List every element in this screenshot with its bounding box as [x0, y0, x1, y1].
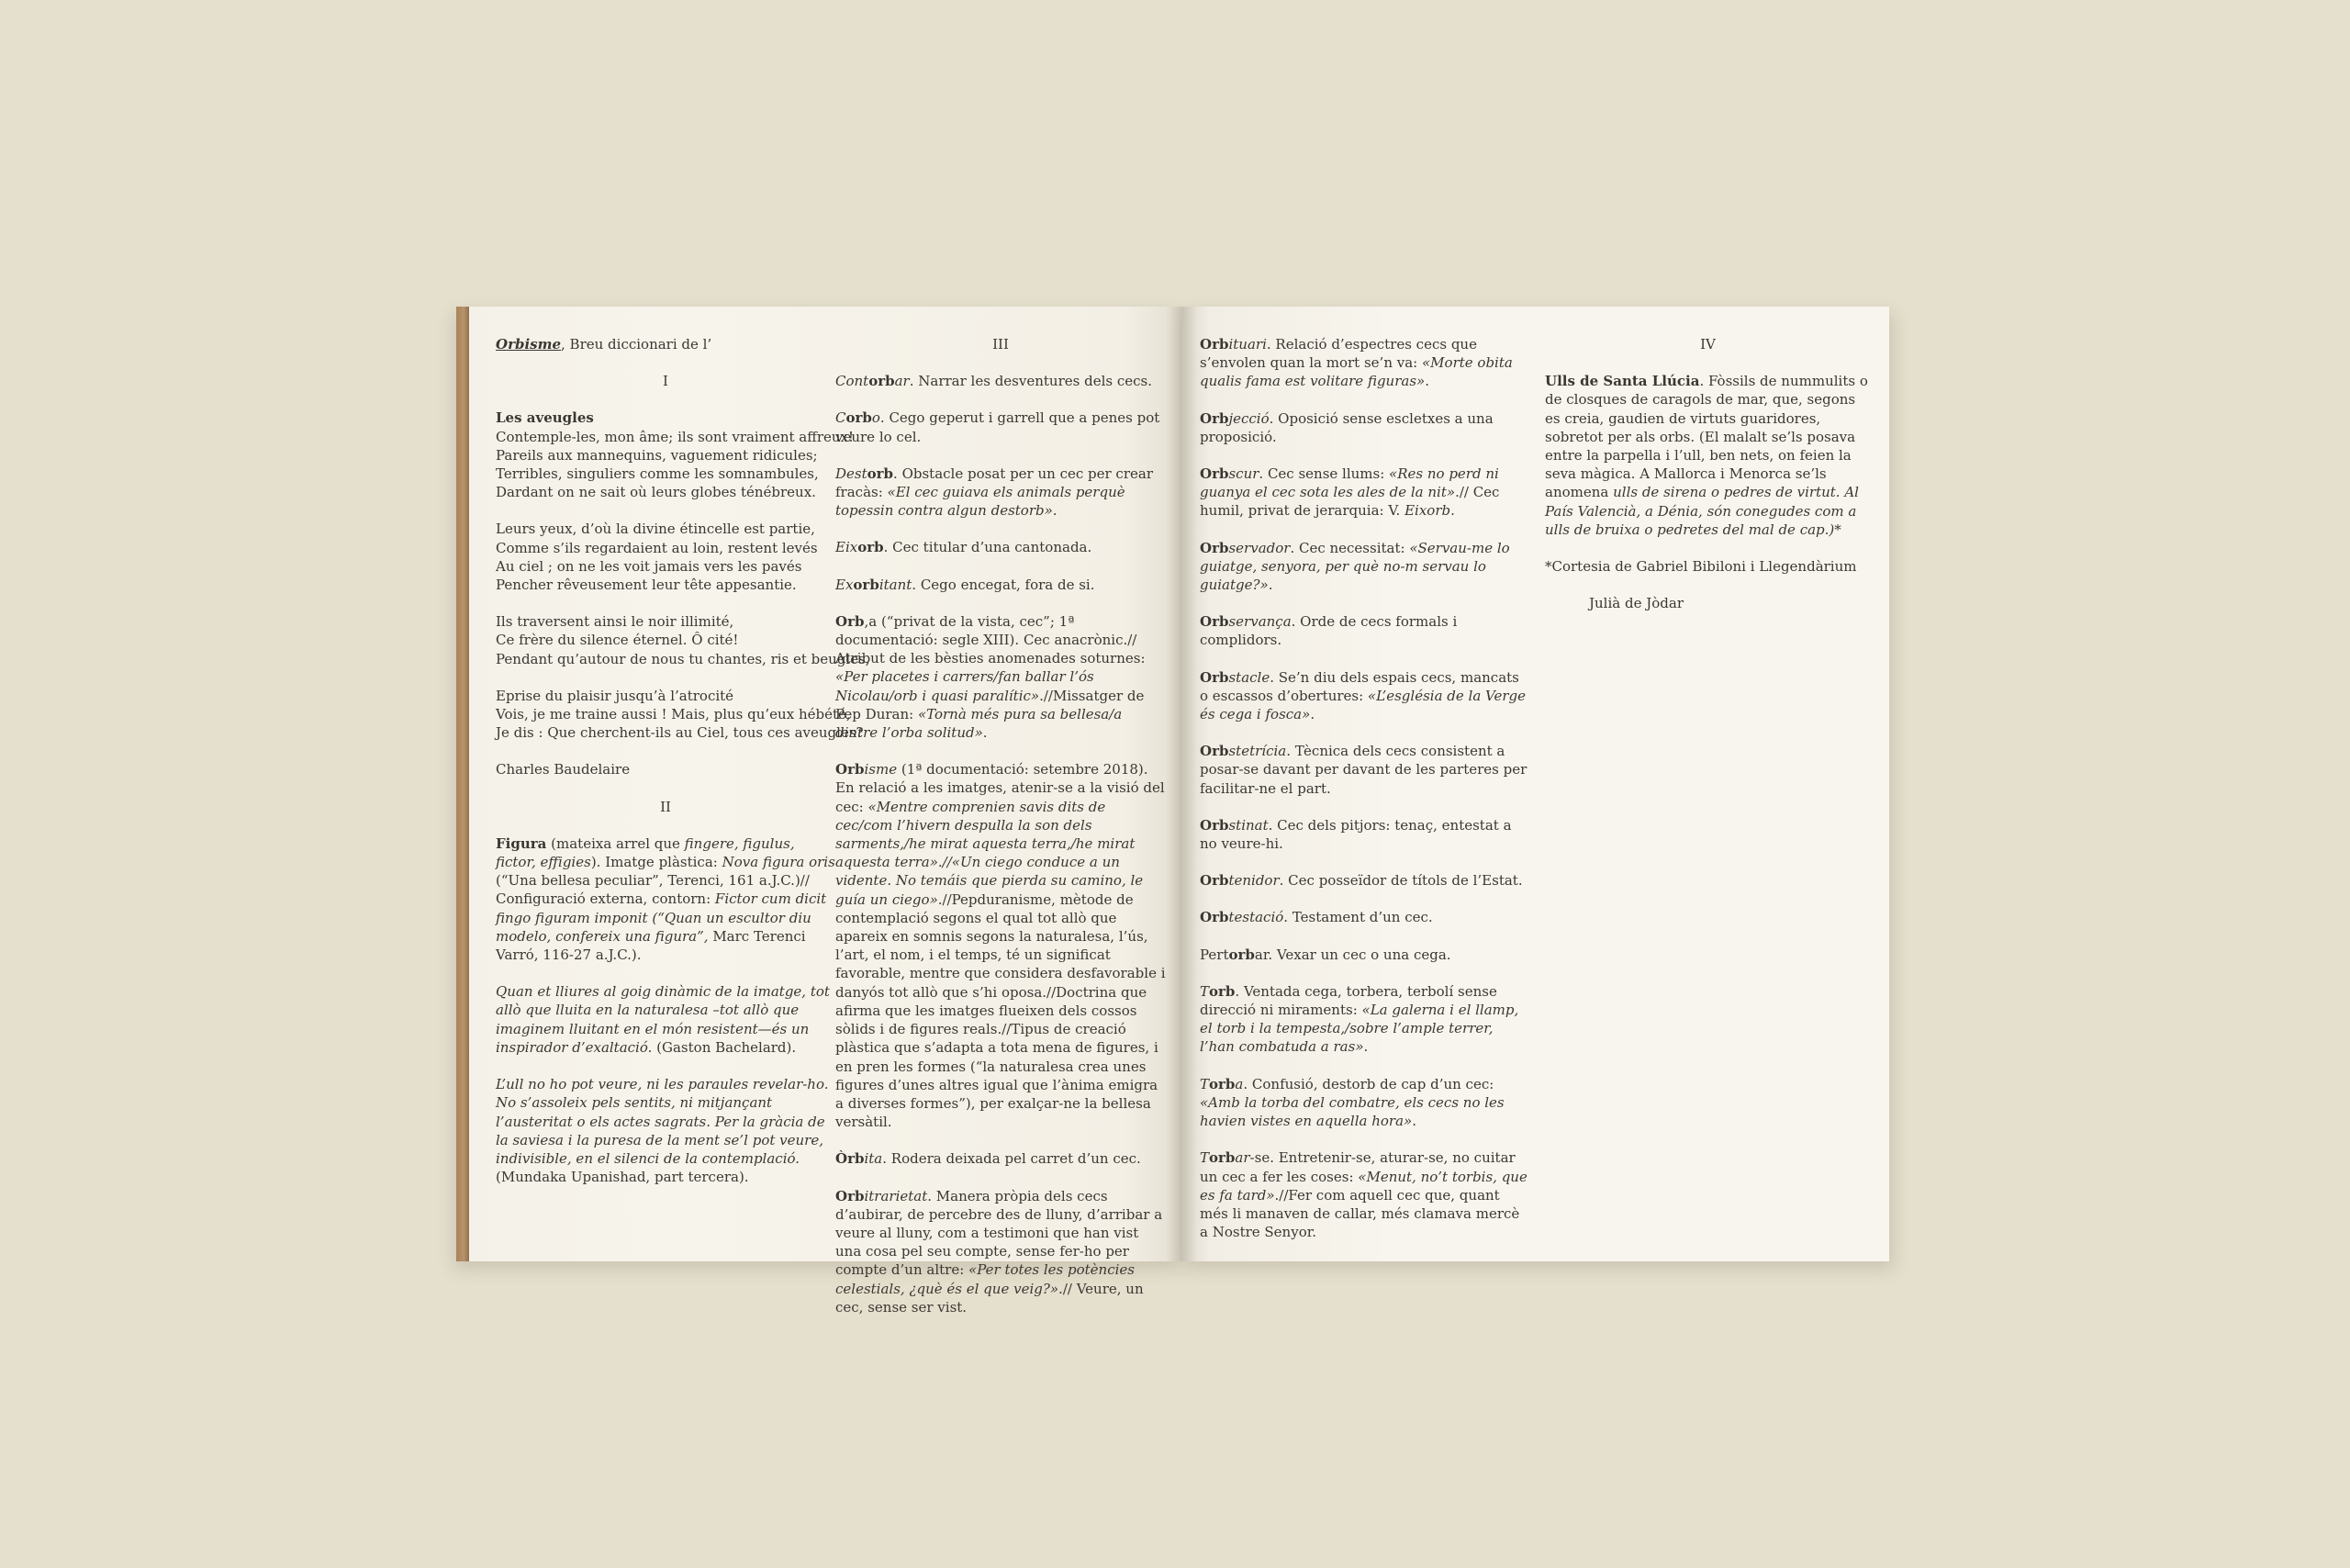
poem-line: Vois, je me traine aussi ! Mais, plus qu’eux hébété,: [496, 706, 851, 723]
word-part: Cont: [835, 373, 869, 390]
definition: -se. Entretenir-se, aturar-se, no cuitar un cec a fer les coses:: [1200, 1149, 1516, 1185]
poem-line: Pareils aux mannequins, vaguement ridicules;: [496, 446, 818, 464]
word-part: Eix: [835, 539, 858, 556]
word-part: isme: [864, 761, 898, 778]
headword: orb: [1209, 1149, 1236, 1167]
entry-contorbar: [835, 372, 1166, 390]
running-head: [496, 335, 835, 353]
entry-orbstacle: [1200, 668, 1530, 724]
section-number-1: I: [663, 373, 668, 390]
quote: ulls de sirena o pedres de virtut. Al País Valencià, a Dénia, són conegudes com a ulls de bruixa o pedretes del mal de cap.): [1545, 484, 1859, 538]
poem-line: Comme s’ils regardaient au loin, restent levés: [496, 539, 818, 556]
word-part: ar: [1235, 1149, 1250, 1167]
entry-corbo: [835, 409, 1166, 445]
word-part: a: [1235, 1075, 1244, 1092]
definition: . Fòssils de nummulits o de closques de caragols de mar, que, segons es creia, gaudien de virtuts guaridores, sobretot per als orbs. (El malalt se’ls posava entre la parpella i l’ull, ben nets, on feien la seva màgica. A Mallorca i Menorca se’ls anomena: [1545, 373, 1868, 501]
definition: .//Missatger de Pep Duran:: [835, 687, 1145, 722]
definition: . Cec sense llums:: [1259, 465, 1390, 483]
definition: //Pepduranisme, mètode de contemplació segons el qual tot allò que apareix en somnis segons la naturalesa, l’ús, l’art, el nom, i el temps, té un significat favorable, mentre que considera desfavorable i danyós tot allò que s’hi oposa.//Doctrina que afirma que les imatges flueixen dels cossos sòlids i de figures reals.//Tipus de creació plàstica que s’adapta a tota mena de figures, i en pren les formes (“la naturalesa crea unes figures d’unes altres igual que l’ànima emigra a diverses formes”), per exalçar-ne la bellesa versàtil.: [835, 890, 1166, 1131]
word-part: ita: [864, 1150, 883, 1168]
definition: // Veure, un cec, sense ser vist.: [835, 1280, 1144, 1316]
poem-line: Ce frère du silence éternel. Ô cité!: [496, 632, 739, 649]
headword: Òrb: [835, 1150, 865, 1168]
word-part: servança: [1228, 613, 1292, 631]
definition: .: [1412, 1113, 1416, 1130]
headword: Orb: [835, 612, 865, 630]
definition: .: [1310, 706, 1315, 723]
entry-pertorbar: [1200, 946, 1530, 964]
definition: .: [1268, 577, 1273, 594]
poem-line: Dardant on ne sait où leurs globes ténébreux.: [496, 484, 816, 501]
definition: .: [982, 724, 988, 742]
quote-upanishad: [496, 1075, 835, 1186]
headword: orb: [868, 373, 895, 390]
poem-line: Eprise du plaisir jusqu’à l’atrocité: [496, 687, 734, 704]
entry-orbstetricia: [1200, 742, 1530, 798]
entry-torb: [1200, 982, 1530, 1057]
entry-orbscur: [1200, 465, 1530, 521]
definition: . Cec dels pitjors: tenaç, entestat a no veure-hi.: [1200, 816, 1512, 853]
word-part: T: [1200, 1075, 1210, 1092]
headword: Orb: [1200, 465, 1229, 483]
poem-stanza-4: [496, 687, 864, 743]
entry-orbituari: [1200, 335, 1530, 391]
definition: . Narrar les desventures dels cecs.: [909, 373, 1152, 390]
headword: Orb: [1200, 872, 1229, 890]
entry-exorbitant: [835, 576, 1166, 594]
word-part: Dest: [835, 465, 867, 482]
definition: . Testament d’un cec.: [1283, 909, 1433, 926]
definition: .: [1363, 1038, 1369, 1056]
entry-orbitrarietat: [835, 1187, 1166, 1316]
headword: orb: [1228, 946, 1255, 963]
headword: Orb: [1200, 336, 1229, 353]
poem-stanza-2: [496, 520, 835, 594]
definition: . Relació d’espectres cecs que s’envolen quan la mort se’n va:: [1200, 336, 1477, 372]
definition: . Ventada cega, torbera, terbolí sense direcció ni miraments:: [1200, 982, 1497, 1019]
word-part: ar: [894, 373, 910, 390]
definition: .: [1425, 373, 1429, 390]
definition: . Obstacle posat per un cec per crear fracàs:: [835, 465, 1153, 501]
quote: «L’església de la Verge és cega i fosca»: [1200, 687, 1527, 723]
word-part: ar: [1254, 946, 1269, 963]
headword: orb: [857, 539, 884, 556]
headword: orb: [853, 576, 879, 593]
poem-title: Les aveugles: [496, 409, 594, 427]
word-part: itrarietat: [864, 1187, 928, 1204]
definition: . Manera pròpia dels cecs d’aubirar, de percebre des de lluny, d’arribar a veure al lluny, com a testimoni que han vist una cosa pel seu compte, sense fer-ho per compte d’un altre:: [835, 1187, 1163, 1279]
word-part: servador: [1228, 539, 1291, 556]
headword: orb: [1209, 982, 1236, 1000]
word-part: itant: [878, 576, 912, 593]
quote-text: Quan et lliures al goig dinàmic de la imatge, tot allò que lluita en la naturalesa –tot allò que imaginem lluitant en el món resistent—és un inspirador d’exaltació.: [496, 983, 830, 1056]
headword: Orb: [1200, 539, 1229, 556]
word-part: jecció: [1228, 409, 1270, 427]
entry-text: (“Una bellesa peculiar”, Terenci, 161 a.J.C.)// Configuració externa, contorn:: [496, 872, 810, 908]
definition: . Rodera deixada pel carret d’un cec.: [882, 1150, 1141, 1168]
entry-destorb: [835, 465, 1166, 521]
poem-line: Terribles, singuliers comme les somnambules,: [496, 465, 819, 483]
entry-torba: [1200, 1075, 1530, 1131]
section-number-2: II: [660, 798, 671, 815]
cross-reference: Eixorb: [1404, 502, 1451, 520]
quote: «Morte obita qualis fama est volitare figuras»: [1200, 354, 1513, 390]
definition: . Cec necessitat:: [1290, 539, 1410, 556]
headword: orb: [1209, 1075, 1236, 1092]
headword: Ulls de Santa Llúcia: [1545, 373, 1700, 390]
definition: .: [1450, 502, 1455, 520]
headword: Orb: [1200, 909, 1229, 926]
section-number-4: IV: [1700, 336, 1716, 353]
word-part: Ex: [835, 576, 854, 593]
poem-author: Charles Baudelaire: [496, 761, 631, 778]
running-head-rest: , Breu diccionari de l’: [561, 336, 712, 353]
running-head-title: Orbisme: [496, 336, 562, 353]
quote-text: L’ull no ho pot veure, ni les paraules revelar-ho. No s’assoleix pels sentits, ni mitjançant l’austeritat o els actes sagrats. Per la gràcia de la saviesa i la puresa de la ment se’l pot veure, indivisible, en el silenci de la contemplació.: [496, 1076, 829, 1167]
headword: Orb: [1200, 409, 1229, 427]
poem-line: Pencher rêveusement leur tête appesantie.: [496, 577, 797, 594]
word-part: tenidor: [1228, 872, 1280, 890]
definition: . Cec titular d’una cantonada.: [883, 539, 1092, 556]
entry-torbar-se: [1200, 1148, 1530, 1241]
quote: «Tornà més pura sa bellesa/a dintre l’orba solitud»: [835, 705, 1123, 742]
headword: orb: [845, 409, 872, 427]
definition: . Cec posseïdor de títols de l’Estat.: [1279, 872, 1523, 890]
entry-italic: Nova figura oris: [722, 854, 835, 871]
entry-orbisme: [835, 760, 1166, 1131]
word-part: scur: [1228, 465, 1259, 483]
entry-italic: Fictor cum dicit fingo figuram imponit (“Quan un escultor diu modelo, confereix una figura”,: [496, 890, 827, 945]
entry-orbtenidor: [1200, 871, 1530, 890]
definition: .// Cec humil, privat de jerarquia: V.: [1200, 484, 1500, 520]
quote: «Per placetes i carrers/fan ballar l’ós Nicolau/orb i quasi paralític»: [835, 668, 1094, 704]
poem-line: Je dis : Que cherchent-ils au Ciel, tous ces aveugles?: [496, 724, 864, 742]
definition: . Se’n diu dels espais cecs, mancats o escassos d’obertures:: [1200, 668, 1519, 704]
entry-eixorb: [835, 538, 1166, 556]
headword: orb: [867, 465, 894, 482]
column-4: [1545, 335, 1871, 631]
author-signature: Julià de Jòdar: [1589, 595, 1684, 612]
entry-orbjeccio: [1200, 409, 1530, 446]
definition: (1ª documentació: setembre 2018). En relació a les imatges, atenir-se a la visió del cec:: [835, 761, 1165, 815]
entry-orbservanca: [1200, 612, 1530, 649]
quote: «El cec guiava els animals perquè topessin contra algun destorb»: [835, 484, 1125, 520]
definition: .//Fer com aquell cec que, quant més li manaven de callar, més clamava mercè a Nostre Senyor.: [1200, 1186, 1520, 1241]
word-part: C: [835, 409, 846, 427]
definition: .: [1052, 502, 1058, 520]
footnote-mark: *: [1834, 521, 1841, 538]
section-number-3: III: [992, 336, 1009, 353]
poem-line: Au ciel ; on ne les voit jamais vers les pavés: [496, 557, 802, 575]
kraft-cover-edge: [456, 307, 469, 1261]
entry-orbstinat: [1200, 816, 1530, 853]
column-2: [835, 335, 1166, 1335]
definition: . Cego encegat, fora de si.: [912, 576, 1095, 593]
entry-text: (mateixa arrel que: [546, 834, 685, 852]
word-part: ituari: [1228, 336, 1267, 353]
definition: . Confusió, destorb de cap d’un cec:: [1243, 1075, 1494, 1092]
binding-gutter: [1166, 307, 1197, 1261]
entry-figura: [496, 834, 835, 964]
headword: Orb: [1200, 613, 1229, 631]
quote: «La galerna i el llamp, el torb i la tempesta,/sobre l’ample terrer, l’han combatuda a ras»: [1200, 1002, 1519, 1056]
definition: . Oposició sense escletxes a una proposició.: [1200, 409, 1494, 445]
quote-source: (Gaston Bachelard).: [652, 1038, 797, 1056]
definition: . Orde de cecs formals i complidors.: [1200, 613, 1458, 649]
entry-text: ). Imatge plàstica:: [590, 854, 722, 871]
poem-line: Contemple-les, mon âme; ils sont vraiment affreux!: [496, 428, 855, 445]
column-3: [1200, 335, 1530, 1260]
definition: ,a (“privat de la vista, cec”; 1ª documentació: segle XIII). Cec anacrònic.// Atribut de les bèsties anomenades soturnes:: [835, 612, 1146, 667]
entry-italic: fingere, figulus, fictor, effigies: [496, 834, 795, 871]
courtesy-note: *Cortesia de Gabriel Bibiloni i Llegendàrium: [1545, 558, 1857, 576]
quote-source: (Mundaka Upanishad, part tercera).: [496, 1169, 749, 1186]
headword: Orb: [835, 761, 865, 778]
headword: Figura: [496, 834, 547, 852]
quote: «Amb la torba del combatre, els cecs no les havien vistes en aquella hora»: [1200, 1093, 1505, 1130]
word-part: stacle: [1228, 668, 1270, 686]
poem-line: Leurs yeux, d’où la divine étincelle est partie,: [496, 521, 815, 538]
headword: Orb: [1200, 668, 1229, 686]
headword: Orb: [1200, 816, 1229, 834]
word-part: stinat: [1228, 816, 1269, 834]
word-part: T: [1200, 982, 1210, 1000]
word-part: T: [1200, 1149, 1210, 1167]
poem-line: Pendant qu’autour de nous tu chantes, ris et beugles,: [496, 650, 870, 667]
entry-orbtestacio: [1200, 908, 1530, 926]
headword: Orb: [835, 1187, 865, 1204]
definition: . Vexar un cec o una cega.: [1268, 946, 1451, 963]
quote: «Menut, no’t torbis, que es fa tard»: [1200, 1168, 1528, 1204]
entry-text: Marc Terenci Varró, 116-27 a.J.C.).: [496, 927, 806, 964]
entry-orbservador: [1200, 539, 1530, 595]
definition: . Tècnica dels cecs consistent a posar-se davant per davant de les parteres per facilitar-ne el part.: [1200, 743, 1528, 797]
quote: «Res no perd ni guanya el cec sota les ales de la nit»: [1200, 465, 1499, 501]
entry-orba: [835, 612, 1166, 742]
entry-orbita: [835, 1149, 1166, 1168]
quote: «Mentre comprenien savis dits de cec/com l’hivern despulla la son dels sarments,/he mirat aquesta terra,/he mirat aquesta terra».//«Un ciego conduce a un vidente. No temáis que pierda su camino, le guía un ciego».: [835, 798, 1144, 908]
word-part: testació: [1228, 909, 1284, 926]
quote-bachelard: [496, 982, 835, 1057]
quote: «Per totes les potències celestials, ¿què és el que veig?».: [835, 1261, 1135, 1297]
quote: «Servau-me lo guiatge, senyora, per què no-m servau lo guiatge?»: [1200, 539, 1510, 594]
word-part: stetrícia: [1228, 743, 1287, 760]
definition: . Cego geperut i garrell que a penes pot veure lo cel.: [835, 409, 1160, 445]
entry-ulls-de-santa-llucia: [1545, 372, 1871, 539]
word-part: Pert: [1200, 946, 1229, 963]
word-part: o: [871, 409, 880, 427]
headword: Orb: [1200, 743, 1229, 760]
poem-line: Ils traversent ainsi le noir illimité,: [496, 613, 734, 631]
